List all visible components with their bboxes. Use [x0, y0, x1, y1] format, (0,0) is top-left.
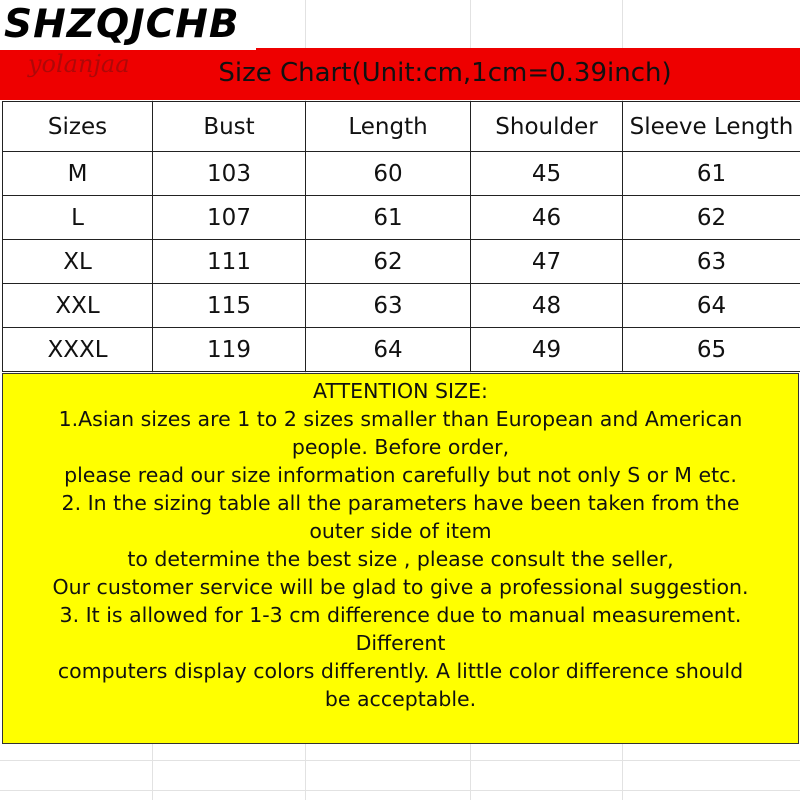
shoulder-cell: 49 — [471, 328, 623, 372]
sleeve-length-cell: 62 — [623, 196, 800, 240]
notice-line: 2. In the sizing table all the parameters have been taken from the — [61, 491, 740, 515]
length-cell: 60 — [306, 152, 471, 196]
table-row — [3, 284, 800, 328]
notice-line: 1.Asian sizes are 1 to 2 sizes smaller than European and American — [58, 407, 743, 431]
brand-area — [0, 0, 256, 50]
size-cell: M — [3, 152, 153, 196]
size-table — [2, 101, 800, 372]
size-cell: L — [3, 196, 153, 240]
bust-cell: 107 — [153, 196, 306, 240]
sleeve-length-cell: 64 — [623, 284, 800, 328]
notice-line: 3. It is allowed for 1-3 cm difference due to manual measurement. — [59, 603, 742, 627]
table-header-row — [3, 102, 800, 152]
notice-line: to determine the best size , please consult the seller, — [127, 547, 674, 571]
bust-cell: 115 — [153, 284, 306, 328]
notice-line: computers display colors differently. A little color difference should — [57, 659, 744, 683]
watermark-text: yolanjaa — [28, 50, 130, 78]
size-chart-title: Size Chart(Unit:cm,1cm=0.39inch) — [218, 58, 672, 88]
notice-line: people. Before order, — [291, 435, 510, 459]
size-chart-header-bar — [0, 48, 800, 100]
notice-line: Different — [355, 631, 446, 655]
shoulder-cell: 48 — [471, 284, 623, 328]
brand-name: SHZQJCHB — [4, 2, 240, 47]
notice-line: be acceptable. — [324, 687, 477, 711]
sleeve-length-cell: 65 — [623, 328, 800, 372]
table-row — [3, 240, 800, 284]
shoulder-cell: 45 — [471, 152, 623, 196]
table-row — [3, 196, 800, 240]
sleeve-length-cell: 63 — [623, 240, 800, 284]
bust-cell: 111 — [153, 240, 306, 284]
notice-line: please read our size information carefully but not only S or M etc. — [64, 463, 737, 487]
notice-line: Our customer service will be glad to give a professional suggestion. — [52, 575, 749, 599]
bust-cell: 119 — [153, 328, 306, 372]
table-row — [3, 152, 800, 196]
shoulder-cell: 46 — [471, 196, 623, 240]
notice-line: outer side of item — [309, 519, 492, 543]
column-header-sizes: Sizes — [3, 102, 153, 152]
column-header-sleeve-length: Sleeve Length — [623, 102, 800, 152]
attention-notice — [2, 373, 799, 744]
size-cell: XL — [3, 240, 153, 284]
size-cell: XXXL — [3, 328, 153, 372]
length-cell: 61 — [306, 196, 471, 240]
column-header-length: Length — [306, 102, 471, 152]
bust-cell: 103 — [153, 152, 306, 196]
size-cell: XXL — [3, 284, 153, 328]
length-cell: 62 — [306, 240, 471, 284]
shoulder-cell: 47 — [471, 240, 623, 284]
column-header-shoulder: Shoulder — [471, 102, 623, 152]
length-cell: 64 — [306, 328, 471, 372]
table-row — [3, 328, 800, 372]
column-header-bust: Bust — [153, 102, 306, 152]
sleeve-length-cell: 61 — [623, 152, 800, 196]
notice-heading: ATTENTION SIZE: — [313, 379, 488, 403]
length-cell: 63 — [306, 284, 471, 328]
